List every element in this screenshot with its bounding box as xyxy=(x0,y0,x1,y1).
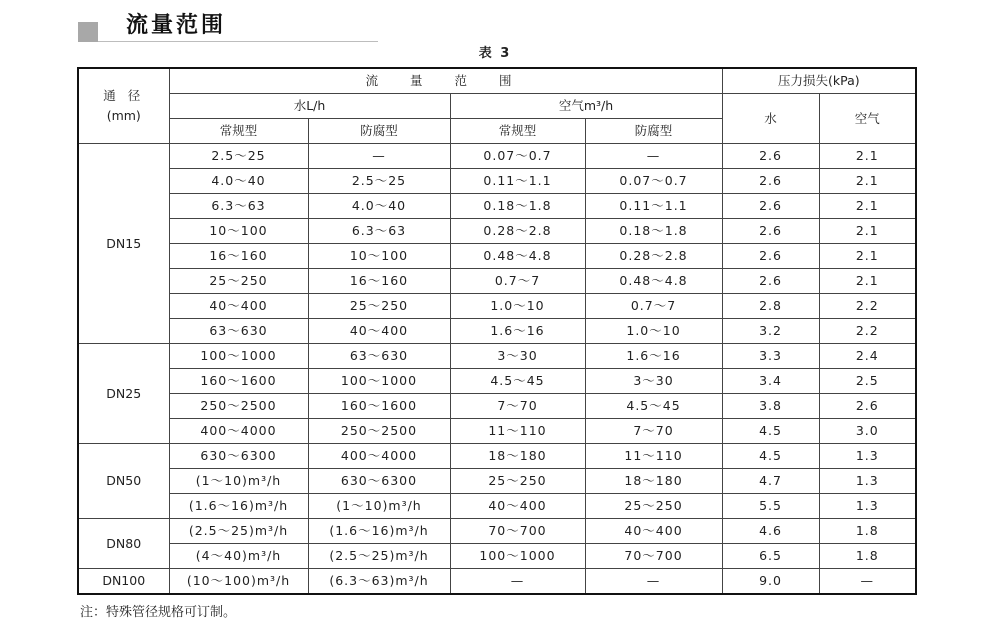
table-row xyxy=(78,319,916,344)
water-standard-cell: 400～4000 xyxy=(169,419,308,444)
air-anticorrosion-cell: — xyxy=(585,569,722,595)
diameter-cell: DN25 xyxy=(78,344,169,444)
water-standard-cell: (4～40)m³/h xyxy=(169,544,308,569)
air-standard-cell: 18～180 xyxy=(450,444,585,469)
water-standard-cell: (1～10)m³/h xyxy=(169,469,308,494)
table-row xyxy=(78,569,916,595)
water-anticorrosion-cell: 630～6300 xyxy=(308,469,450,494)
table-row xyxy=(78,194,916,219)
water-standard-cell: 160～1600 xyxy=(169,369,308,394)
pressure-loss-water-cell: 5.5 xyxy=(722,494,819,519)
pressure-loss-water-cell: 3.3 xyxy=(722,344,819,369)
air-standard-cell: 4.5～45 xyxy=(450,369,585,394)
air-standard-cell: 70～700 xyxy=(450,519,585,544)
pressure-loss-header: 压力损失(kPa) xyxy=(722,68,916,94)
water-standard-cell: (2.5～25)m³/h xyxy=(169,519,308,544)
pressure-loss-water-cell: 2.6 xyxy=(722,269,819,294)
water-anticorrosion-header: 防腐型 xyxy=(308,119,450,144)
water-standard-cell: 16～160 xyxy=(169,244,308,269)
water-anticorrosion-cell: 160～1600 xyxy=(308,394,450,419)
water-anticorrosion-cell: — xyxy=(308,144,450,169)
air-anticorrosion-cell: 0.7～7 xyxy=(585,294,722,319)
table-body xyxy=(78,144,916,595)
pressure-loss-air-cell: 1.8 xyxy=(819,519,916,544)
air-standard-cell: 25～250 xyxy=(450,469,585,494)
water-header: 水L/h xyxy=(169,94,450,119)
air-standard-cell: 1.6～16 xyxy=(450,319,585,344)
air-header: 空气m³/h xyxy=(450,94,722,119)
water-anticorrosion-cell: 16～160 xyxy=(308,269,450,294)
pressure-loss-water-cell: 2.6 xyxy=(722,169,819,194)
water-anticorrosion-cell: 6.3～63 xyxy=(308,219,450,244)
flow-range-table xyxy=(77,67,917,595)
air-standard-cell: 0.07～0.7 xyxy=(450,144,585,169)
diameter-cell: DN50 xyxy=(78,444,169,519)
pressure-loss-water-cell: 4.5 xyxy=(722,444,819,469)
air-standard-cell: 0.48～4.8 xyxy=(450,244,585,269)
pressure-loss-air-cell: 2.5 xyxy=(819,369,916,394)
flow-range-header xyxy=(169,68,722,94)
water-anticorrosion-cell: 100～1000 xyxy=(308,369,450,394)
table-row xyxy=(78,344,916,369)
table-row xyxy=(78,544,916,569)
pressure-loss-water-cell: 4.6 xyxy=(722,519,819,544)
water-standard-cell: 630～6300 xyxy=(169,444,308,469)
pressure-loss-air-cell: 2.1 xyxy=(819,169,916,194)
air-anticorrosion-cell: 3～30 xyxy=(585,369,722,394)
pressure-loss-water-cell: 6.5 xyxy=(722,544,819,569)
pressure-loss-air-cell: 2.1 xyxy=(819,244,916,269)
pressure-loss-water-cell: 2.6 xyxy=(722,194,819,219)
table-row xyxy=(78,444,916,469)
water-standard-cell: 6.3～63 xyxy=(169,194,308,219)
air-anticorrosion-header: 防腐型 xyxy=(585,119,722,144)
water-standard-cell: 40～400 xyxy=(169,294,308,319)
water-anticorrosion-cell: (1～10)m³/h xyxy=(308,494,450,519)
water-standard-cell: 63～630 xyxy=(169,319,308,344)
table-row xyxy=(78,144,916,169)
air-standard-cell: 0.18～1.8 xyxy=(450,194,585,219)
water-anticorrosion-cell: 400～4000 xyxy=(308,444,450,469)
pressure-loss-water-header: 水 xyxy=(722,94,819,144)
table-row xyxy=(78,219,916,244)
pressure-loss-water-cell: 2.6 xyxy=(722,144,819,169)
air-standard-cell: 40～400 xyxy=(450,494,585,519)
air-anticorrosion-cell: 11～110 xyxy=(585,444,722,469)
water-standard-cell: (1.6～16)m³/h xyxy=(169,494,308,519)
water-anticorrosion-cell: 4.0～40 xyxy=(308,194,450,219)
air-anticorrosion-cell: 7～70 xyxy=(585,419,722,444)
air-anticorrosion-cell: 0.28～2.8 xyxy=(585,244,722,269)
table-row xyxy=(78,469,916,494)
pressure-loss-water-cell: 3.4 xyxy=(722,369,819,394)
table-row xyxy=(78,519,916,544)
pressure-loss-water-cell: 9.0 xyxy=(722,569,819,595)
pressure-loss-air-cell: 2.1 xyxy=(819,194,916,219)
pressure-loss-air-cell: 2.6 xyxy=(819,394,916,419)
air-standard-cell: 1.0～10 xyxy=(450,294,585,319)
pressure-loss-air-header: 空气 xyxy=(819,94,916,144)
air-anticorrosion-cell: 1.0～10 xyxy=(585,319,722,344)
air-anticorrosion-cell: 0.48～4.8 xyxy=(585,269,722,294)
air-anticorrosion-cell: 0.18～1.8 xyxy=(585,219,722,244)
air-standard-header: 常规型 xyxy=(450,119,585,144)
table-row xyxy=(78,269,916,294)
air-standard-cell: 3～30 xyxy=(450,344,585,369)
diameter-cell: DN100 xyxy=(78,569,169,595)
table-row xyxy=(78,494,916,519)
water-standard-cell: 250～2500 xyxy=(169,394,308,419)
water-standard-cell: 25～250 xyxy=(169,269,308,294)
title-marker-block xyxy=(78,22,98,42)
table-header xyxy=(78,68,916,144)
water-standard-cell: (10～100)m³/h xyxy=(169,569,308,595)
water-anticorrosion-cell: 2.5～25 xyxy=(308,169,450,194)
table-caption: 表 3 xyxy=(478,46,512,61)
pressure-loss-air-cell: 1.3 xyxy=(819,444,916,469)
pressure-loss-air-cell: — xyxy=(819,569,916,595)
air-anticorrosion-cell: 0.07～0.7 xyxy=(585,169,722,194)
air-anticorrosion-cell: 40～400 xyxy=(585,519,722,544)
pressure-loss-water-cell: 2.8 xyxy=(722,294,819,319)
water-standard-cell: 10～100 xyxy=(169,219,308,244)
table-row xyxy=(78,394,916,419)
pressure-loss-air-cell: 3.0 xyxy=(819,419,916,444)
air-standard-cell: 11～110 xyxy=(450,419,585,444)
water-standard-cell: 2.5～25 xyxy=(169,144,308,169)
diameter-cell: DN15 xyxy=(78,144,169,344)
air-anticorrosion-cell: 0.11～1.1 xyxy=(585,194,722,219)
water-anticorrosion-cell: 40～400 xyxy=(308,319,450,344)
air-anticorrosion-cell: 1.6～16 xyxy=(585,344,722,369)
table-row xyxy=(78,244,916,269)
water-anticorrosion-cell: 63～630 xyxy=(308,344,450,369)
air-anticorrosion-cell: — xyxy=(585,144,722,169)
pressure-loss-air-cell: 1.3 xyxy=(819,494,916,519)
flow-range-label: 流 量 范 围 xyxy=(365,73,526,88)
diameter-header xyxy=(78,68,169,144)
air-standard-cell: — xyxy=(450,569,585,595)
section-header xyxy=(78,8,378,40)
table-row xyxy=(78,369,916,394)
air-standard-cell: 0.11～1.1 xyxy=(450,169,585,194)
pressure-loss-air-cell: 2.1 xyxy=(819,269,916,294)
table-row xyxy=(78,169,916,194)
section-title: 流量范围 xyxy=(126,13,227,38)
pressure-loss-water-cell: 4.7 xyxy=(722,469,819,494)
air-anticorrosion-cell: 18～180 xyxy=(585,469,722,494)
pressure-loss-air-cell: 1.3 xyxy=(819,469,916,494)
air-standard-cell: 7～70 xyxy=(450,394,585,419)
pressure-loss-air-cell: 2.2 xyxy=(819,294,916,319)
pressure-loss-air-cell: 2.4 xyxy=(819,344,916,369)
diameter-cell: DN80 xyxy=(78,519,169,569)
air-anticorrosion-cell: 4.5～45 xyxy=(585,394,722,419)
pressure-loss-water-cell: 3.8 xyxy=(722,394,819,419)
water-standard-header: 常规型 xyxy=(169,119,308,144)
air-anticorrosion-cell: 70～700 xyxy=(585,544,722,569)
table-row xyxy=(78,419,916,444)
table-row xyxy=(78,294,916,319)
pressure-loss-water-cell: 2.6 xyxy=(722,219,819,244)
pressure-loss-water-cell: 2.6 xyxy=(722,244,819,269)
water-anticorrosion-cell: 10～100 xyxy=(308,244,450,269)
air-standard-cell: 0.7～7 xyxy=(450,269,585,294)
water-anticorrosion-cell: (1.6～16)m³/h xyxy=(308,519,450,544)
water-anticorrosion-cell: (6.3～63)m³/h xyxy=(308,569,450,595)
pressure-loss-air-cell: 2.2 xyxy=(819,319,916,344)
air-standard-cell: 0.28～2.8 xyxy=(450,219,585,244)
water-anticorrosion-cell: (2.5～25)m³/h xyxy=(308,544,450,569)
pressure-loss-water-cell: 4.5 xyxy=(722,419,819,444)
pressure-loss-water-cell: 3.2 xyxy=(722,319,819,344)
water-standard-cell: 100～1000 xyxy=(169,344,308,369)
pressure-loss-air-cell: 2.1 xyxy=(819,219,916,244)
water-anticorrosion-cell: 250～2500 xyxy=(308,419,450,444)
water-standard-cell: 4.0～40 xyxy=(169,169,308,194)
air-standard-cell: 100～1000 xyxy=(450,544,585,569)
diameter-unit: (mm) xyxy=(106,108,141,123)
footnote: 注：特殊管径规格可订制。 xyxy=(80,605,237,620)
air-anticorrosion-cell: 25～250 xyxy=(585,494,722,519)
diameter-label: 通 径 xyxy=(103,88,145,103)
pressure-loss-air-cell: 1.8 xyxy=(819,544,916,569)
water-anticorrosion-cell: 25～250 xyxy=(308,294,450,319)
pressure-loss-air-cell: 2.1 xyxy=(819,144,916,169)
